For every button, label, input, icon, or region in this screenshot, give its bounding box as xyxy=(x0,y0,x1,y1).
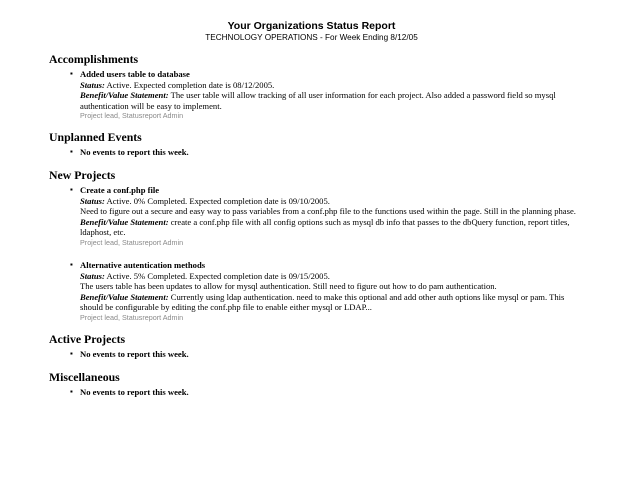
section-accomplishments xyxy=(49,52,589,120)
item-title: Alternative autentication methods xyxy=(80,259,206,270)
item-description: The users table has been updates to allow for mysql authentication. Still need to figure out how to do pam authentication. xyxy=(80,281,497,292)
empty-message: No events to report this week. xyxy=(80,348,189,359)
status-label: Status: xyxy=(80,195,105,206)
bullet-icon: ▪ xyxy=(70,259,73,269)
benefit-label: Benefit/Value Statement: xyxy=(80,291,169,302)
accomplishments-list xyxy=(49,69,589,120)
status-text: Active. Expected completion date is 08/12/2005. xyxy=(106,79,275,90)
new-projects-list xyxy=(49,185,589,322)
item-owner: Project lead, Statusreport Admin xyxy=(80,237,184,247)
status-label: Status: xyxy=(80,270,105,281)
empty-message: No events to report this week. xyxy=(80,147,189,158)
item-status xyxy=(80,271,589,282)
section-unplanned xyxy=(49,130,589,158)
benefit-label: Benefit/Value Statement: xyxy=(80,90,169,101)
section-title-miscellaneous: Miscellaneous xyxy=(49,369,120,384)
bullet-icon: ▪ xyxy=(70,147,73,157)
report-title: Your Organizations Status Report xyxy=(227,20,396,32)
miscellaneous-list xyxy=(49,387,589,398)
list-item xyxy=(70,348,589,360)
item-title: Create a conf.php file xyxy=(80,184,160,195)
section-title-accomplishments: Accomplishments xyxy=(49,52,139,66)
item-description: Need to figure out a secure and easy way to pass variables from a conf.php file to the functions used within the page. Still in the planning phase. xyxy=(80,206,576,217)
unplanned-list xyxy=(49,147,589,158)
item-owner: Project lead, Statusreport Admin xyxy=(80,312,184,322)
item-status xyxy=(80,80,589,91)
report-body xyxy=(49,52,589,407)
empty-message: No events to report this week. xyxy=(80,386,189,397)
section-new-projects xyxy=(49,168,589,322)
benefit-label: Benefit/Value Statement: xyxy=(80,216,169,227)
item-benefit xyxy=(80,217,589,238)
section-active-projects xyxy=(49,332,589,360)
item-title: Added users table to database xyxy=(80,69,190,79)
status-text: Active. 0% Completed. Expected completion date is 09/10/2005. xyxy=(106,195,330,206)
bullet-icon: ▪ xyxy=(70,69,73,78)
list-item xyxy=(70,69,589,121)
item-status xyxy=(80,196,589,207)
list-item xyxy=(70,259,589,322)
item-owner: Project lead, Statusreport Admin xyxy=(80,111,184,121)
bullet-icon: ▪ xyxy=(70,386,73,396)
benefit-text: The user table will allow tracking of all user information for each project. Also added a password field so mysql authentication will be easy to implement. xyxy=(80,90,556,111)
list-item xyxy=(70,147,589,158)
status-text: Active. 5% Completed. Expected completion date is 09/15/2005. xyxy=(106,270,330,281)
status-label: Status: xyxy=(80,79,105,90)
list-item xyxy=(70,184,589,247)
bullet-icon: ▪ xyxy=(70,348,73,358)
section-title-new-projects: New Projects xyxy=(49,167,116,182)
list-item xyxy=(70,386,589,398)
benefit-text: create a conf.php file with all config options such as mysql db info that passes to the dbQuery function, report titles, ldaphost, etc. xyxy=(80,216,570,238)
section-title-unplanned: Unplanned Events xyxy=(49,130,142,145)
item-benefit xyxy=(80,90,589,111)
bullet-icon: ▪ xyxy=(70,184,73,194)
report-subtitle: TECHNOLOGY OPERATIONS - For Week Ending 8/12/05 xyxy=(205,33,418,42)
report-header xyxy=(0,20,623,43)
section-title-active-projects: Active Projects xyxy=(49,331,126,346)
benefit-text: Currently using ldap authentication. need to make this optional and add other auth options like mysql or pam. This should be configurable by editing the conf.php file to enable either mysql or LDAP... xyxy=(80,291,565,313)
item-benefit xyxy=(80,292,589,313)
section-miscellaneous xyxy=(49,370,589,398)
active-projects-list xyxy=(49,349,589,360)
